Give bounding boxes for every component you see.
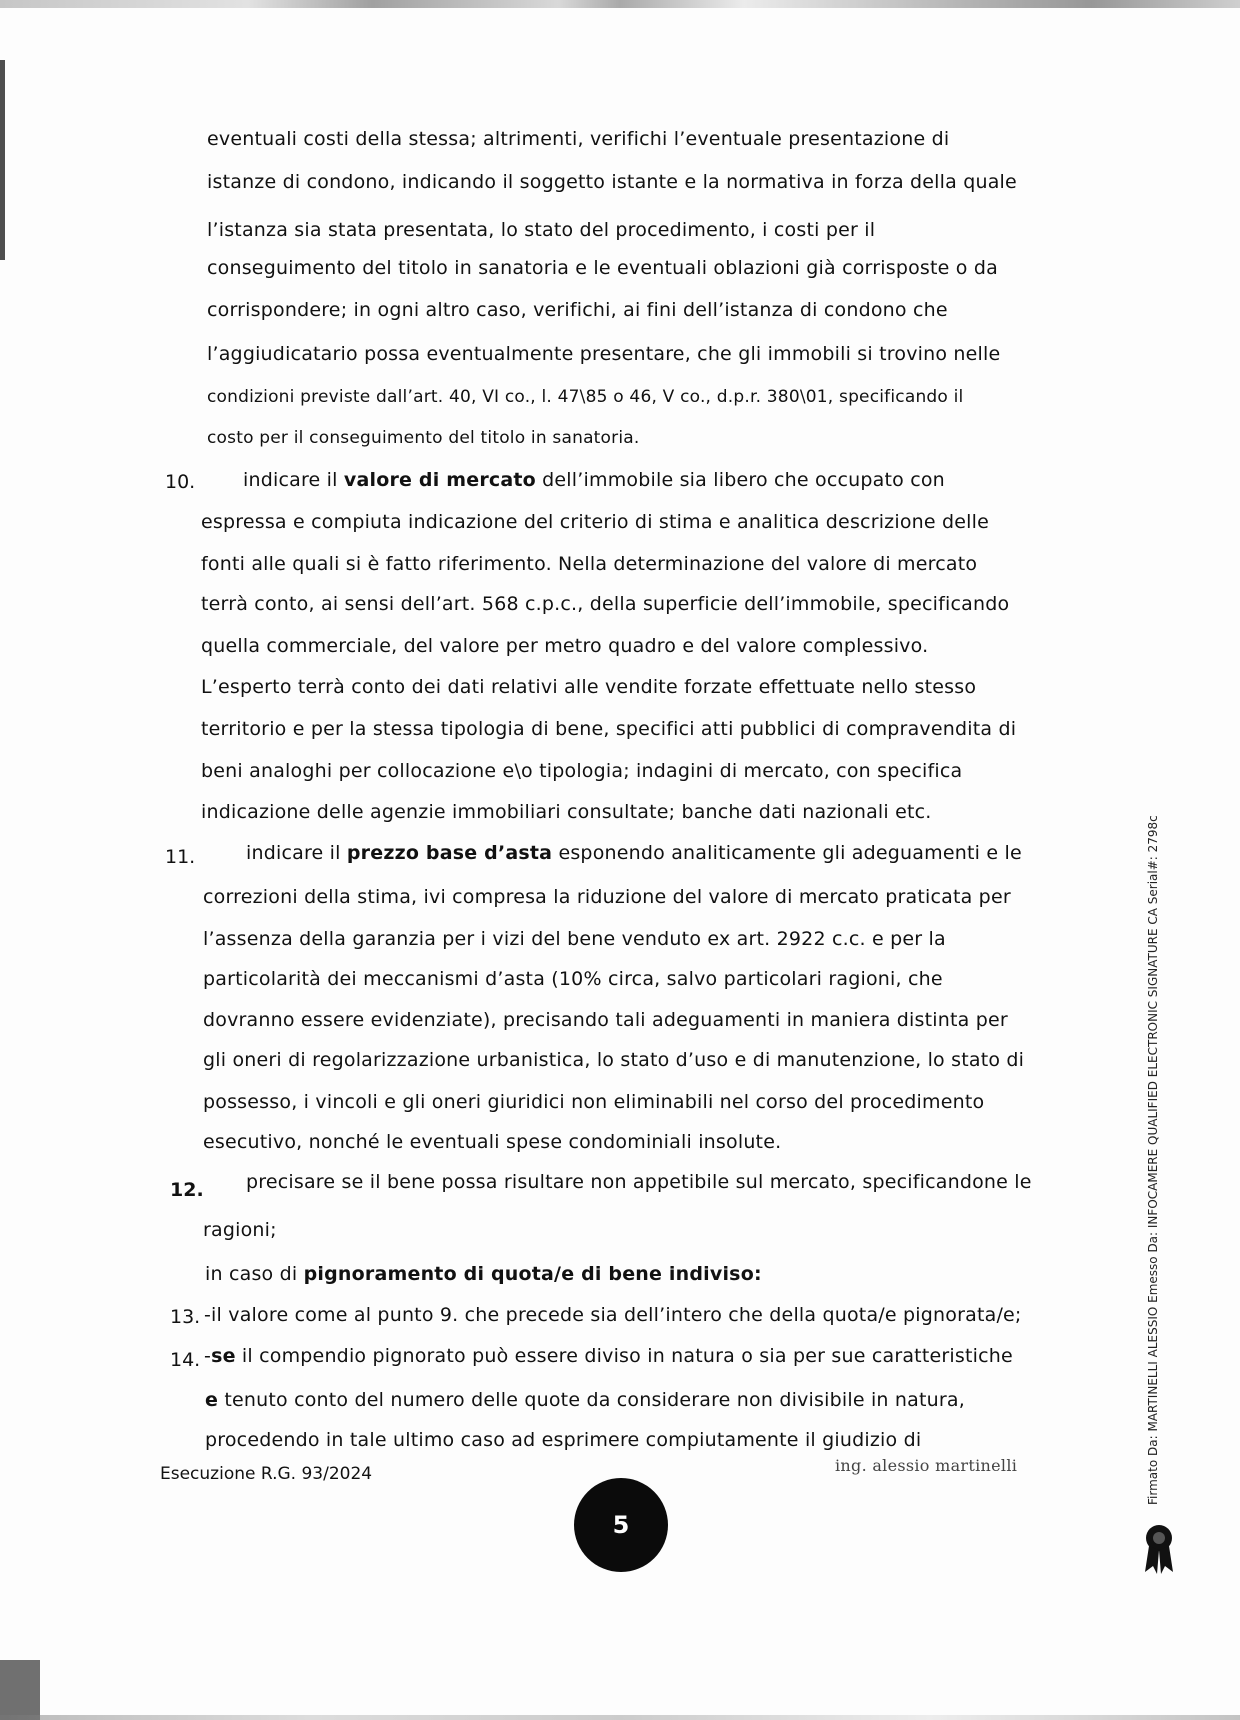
footer-case-number: Esecuzione R.G. 93/2024 [160, 1464, 373, 1484]
item-number-12: 12. [170, 1179, 204, 1201]
item-number-14: 14. [170, 1349, 201, 1371]
scan-edge-top [0, 0, 1240, 8]
text-line: dovranno essere evidenziate), precisando tali adeguamenti in maniera distinta per [203, 1009, 1008, 1031]
item-11-first-line [246, 841, 1022, 865]
seal-ribbon-icon [1139, 1520, 1179, 1575]
signature-text: Firmato Da: MARTINELLI ALESSIO Emesso Da: INFOCAMERE QUALIFIED ELECTRONIC SIGNATURE CA Serial#: 2798c [1146, 815, 1160, 1505]
item-14-bold-se: se [211, 1345, 236, 1367]
item-number-11: 11. [165, 846, 196, 868]
text-line: fonti alle quali si è fatto riferimento. Nella determinazione del valore di mercato [201, 553, 978, 575]
quota-heading-prefix: in caso di [205, 1263, 304, 1285]
item-number-10: 10. [165, 471, 196, 493]
text-line: conseguimento del titolo in sanatoria e le eventuali oblazioni già corrisposte o da [207, 257, 998, 279]
item-14-second-line [205, 1388, 965, 1412]
text-line: gli oneri di regolarizzazione urbanistica, lo stato d’uso e di manutenzione, lo stato di [203, 1049, 1025, 1071]
text-line: terrà conto, ai sensi dell’art. 568 c.p.c., della superficie dell’immobile, specificando [201, 593, 1010, 615]
scan-edge-left [0, 60, 5, 260]
text-line: eventuali costi della stessa; altrimenti, verifichi l’eventuale presentazione di [207, 128, 950, 150]
text-line: esecutivo, nonché le eventuali spese condominiali insolute. [203, 1131, 782, 1153]
text-line: procedendo in tale ultimo caso ad esprimere compiutamente il giudizio di [205, 1429, 922, 1451]
item-10-first-line [243, 468, 945, 492]
text-line: quella commerciale, del valore per metro quadro e del valore complessivo. [201, 635, 929, 657]
text-line: l’assenza della garanzia per i vizi del bene venduto ex art. 2922 c.c. e per la [203, 928, 946, 950]
signature-stamp [1143, 775, 1169, 1505]
page-number: 5 [612, 1511, 630, 1539]
item-10-prefix: indicare il [243, 469, 344, 491]
text-line: l’istanza sia stata presentata, lo stato del procedimento, i costi per il [207, 219, 876, 241]
item-14-text: il compendio pignorato può essere diviso in natura o sia per sue caratteristiche [235, 1345, 1013, 1367]
text-line: condizioni previste dall’art. 40, VI co., l. 47\85 o 46, V co., d.p.r. 380\01, specificando il [207, 387, 964, 407]
item-14-dash: - [204, 1345, 212, 1367]
text-line: l’aggiudicatario possa eventualmente presentare, che gli immobili si trovino nelle [207, 343, 1001, 365]
text-line: particolarità dei meccanismi d’asta (10% circa, salvo particolari ragioni, che [203, 968, 943, 990]
footer-author: ing. alessio martinelli [835, 1456, 1018, 1475]
text-line: corrispondere; in ogni altro caso, verifichi, ai fini dell’istanza di condono che [207, 299, 948, 321]
item-11-suffix: esponendo analiticamente gli adeguamenti e le [552, 842, 1022, 864]
item-10-suffix: dell’immobile sia libero che occupato con [535, 469, 945, 491]
quota-heading [205, 1262, 762, 1286]
text-line: precisare se il bene possa risultare non appetibile sul mercato, specificandone le [246, 1171, 1032, 1193]
text-line: ragioni; [203, 1219, 277, 1241]
scan-edge-left-bottom [0, 1660, 40, 1720]
item-14-line2: tenuto conto del numero delle quote da considerare non divisibile in natura, [218, 1389, 965, 1411]
item-11-bold-term: prezzo base d’asta [346, 842, 553, 864]
text-line: espressa e compiuta indicazione del criterio di stima e analitica descrizione delle [201, 511, 990, 533]
item-14-bold-e: e [205, 1389, 219, 1411]
item-number-13: 13. [170, 1306, 201, 1328]
page-number-badge [574, 1478, 668, 1572]
text-line: possesso, i vincoli e gli oneri giuridici non eliminabili nel corso del procedimento [203, 1091, 985, 1113]
item-10-bold-term: valore di mercato [343, 469, 536, 491]
text-line: territorio e per la stessa tipologia di bene, specifici atti pubblici di compravendita di [201, 718, 1017, 740]
text-line: -il valore come al punto 9. che precede sia dell’intero che della quota/e pignorata/e; [204, 1304, 1022, 1326]
text-line: istanze di condono, indicando il soggetto istante e la normativa in forza della quale [207, 171, 1017, 193]
text-line: beni analoghi per collocazione e\o tipologia; indagini di mercato, con specifica [201, 760, 963, 782]
text-line: indicazione delle agenzie immobiliari consultate; banche dati nazionali etc. [201, 801, 932, 823]
text-line: costo per il conseguimento del titolo in sanatoria. [207, 428, 640, 448]
item-11-prefix: indicare il [246, 842, 347, 864]
quota-heading-bold: pignoramento di quota/e di bene indiviso: [303, 1263, 762, 1285]
text-line: L’esperto terrà conto dei dati relativi alle vendite forzate effettuate nello stesso [201, 676, 977, 698]
text-line: correzioni della stima, ivi compresa la riduzione del valore di mercato praticata per [203, 886, 1011, 908]
item-14-first-line [204, 1344, 1013, 1368]
scan-edge-bottom [0, 1715, 1240, 1720]
